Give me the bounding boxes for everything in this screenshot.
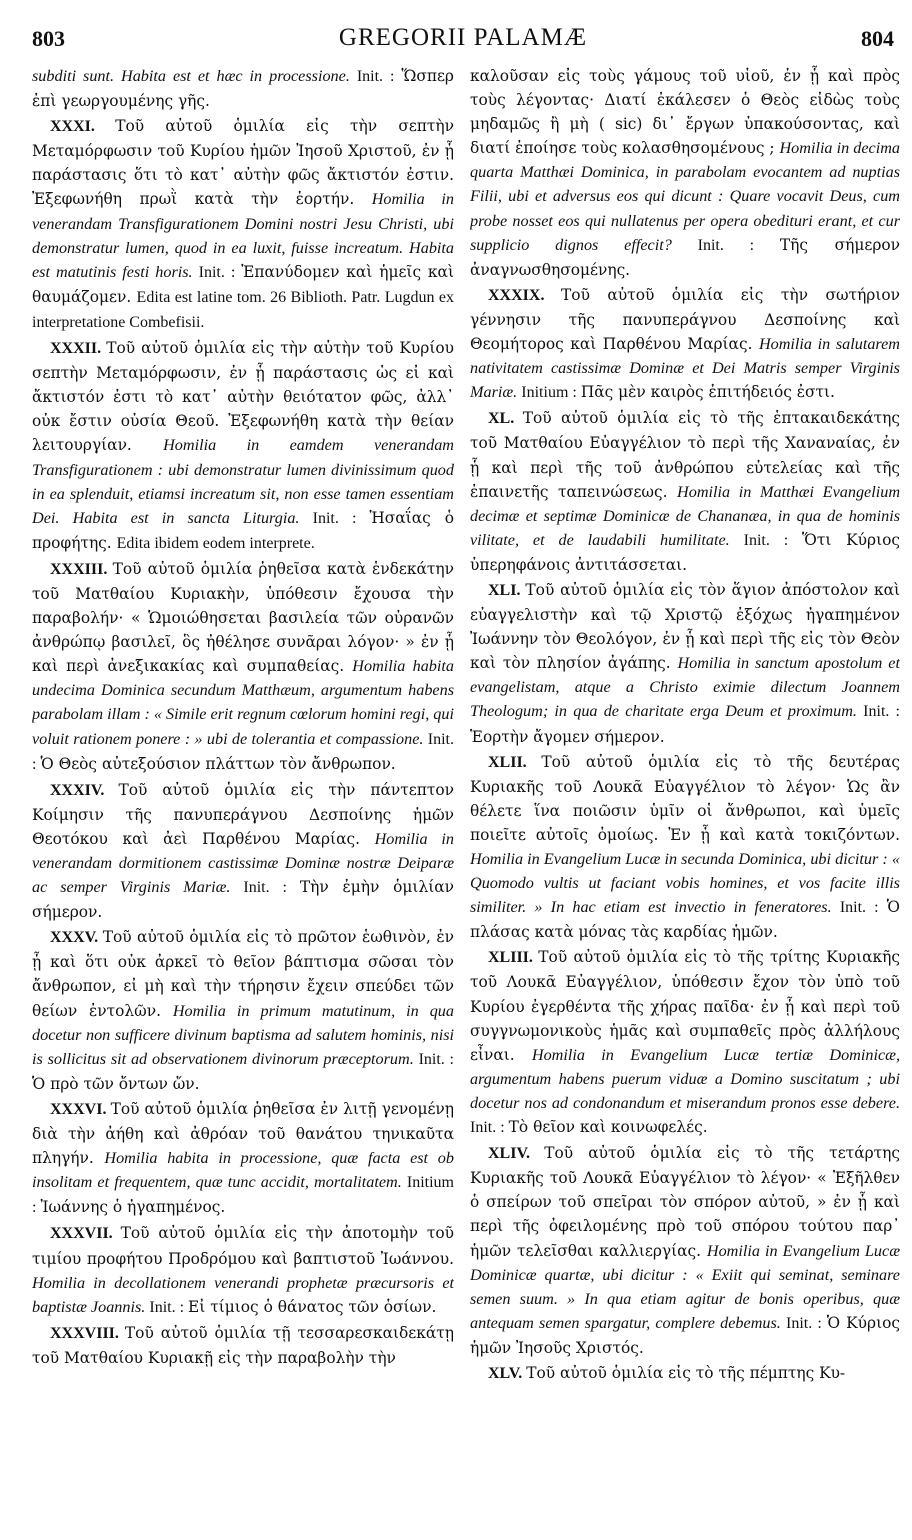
incipit-label: Init. : — [786, 1314, 827, 1332]
incipit-label: Init. : — [839, 899, 887, 917]
running-head-title: GREGORII PALAMÆ — [338, 24, 588, 51]
greek-text: Τοῦ αὐτοῦ ὁμιλία εἰς τὴν σεπτὴν Μεταμόρφωσιν τοῦ Κυρίου ἡμῶν Ἰησοῦ Χριστοῦ, ἐν ᾗ παράστασις ὅτι τὸ κατ᾽ αὐτὴν φῶς ἄκτιστόν ἐστιν. Ἐξεφωνήθη πρωῒ κατὰ τὴν ἑορτήν. — [32, 117, 454, 209]
greek-text: Τῆς σήμερον ἀναγνωσθησομένης. — [470, 235, 900, 279]
catalog-entry — [32, 114, 454, 335]
latin-text: Homilia in decima quarta Matthæi Dominica, in parabolam evocantem ad nuptias Filii, ubi et adversus eos qui dicunt : Quare vocavit Deus, cum probe nosset eos qui nullatenus per opera obedituri erant, et cur supplicio dignos effecit? — [470, 139, 900, 254]
latin-text: Homilia in Evangelium Lucæ Dominicæ quartæ, ubi dicitur : « Exiit qui seminat, seminare semen suum. » In qua etiam agitur de bonis operibus, quæ antequam semen spargatur, complere debemus. — [470, 1241, 900, 1332]
greek-text: Ἑορτὴν ἄγομεν σήμερον. — [470, 727, 665, 746]
greek-text: Τοῦ αὐτοῦ ὁμιλία ῥηθεῖσα κατὰ ἑνδεκάτην τοῦ Ματθαίου Κυριακὴν, ὑπόθεσιν ἔχουσα τὴν παραβολήν· « Ὡμοιώθησεται βασιλεία τῶν οὐρανῶν ἀνθρώπῳ βασιλεῖ, ὃς ἠθέλησε συνᾶραι λόγον· » ἐν ᾗ καὶ περὶ ἀνεξικακίας καὶ συμπαθείας. — [32, 559, 454, 676]
greek-text: Τοῦ αὐτοῦ ὁμιλία εἰς τὴν σωτήριον γέννησιν τῆς πανυπεράγνου Δεσποίνης καὶ Θεομήτορος καὶ Παρθένου Μαρίας. — [470, 285, 900, 354]
entry-number: XXXV. — [50, 929, 103, 947]
catalog-entry — [32, 557, 454, 777]
entry-number: XL. — [488, 410, 523, 428]
entry-number: XXXVIII. — [50, 1324, 125, 1342]
left-page-number: 803 — [32, 26, 65, 51]
incipit-label: Edita est latine tom. 26 Biblioth. Patr. Lugdun ex interpretatione Combefisii. — [32, 288, 454, 331]
entry-number: XLI. — [488, 581, 526, 599]
incipit-label: Init. : — [356, 68, 402, 85]
greek-text: Τοῦ αὐτοῦ ὁμιλία εἰς τὸ τῆς πέμπτης Κυ- — [526, 1363, 846, 1382]
incipit-label: Init. : — [863, 703, 900, 721]
entry-number: XXXVII. — [50, 1225, 121, 1243]
entry-number: XLIV. — [488, 1145, 545, 1163]
greek-text: Τοῦ αὐτοῦ ὁμιλία εἰς τὴν ἀποτομὴν τοῦ τιμίου προφήτου Προδρόμου καὶ βαπτιστοῦ Ἰωάννου. — [32, 1224, 454, 1268]
catalog-entry — [470, 1361, 900, 1386]
latin-text: Homilia in eamdem venerandam Transfigurationem : ubi demonstratur lumen divinissimum quod in ea splenduit, etiamsi increatum sit, non esse tamen essentiam Dei. Habita est in sancta Liturgia. — [32, 436, 454, 527]
incipit-label: Initium : — [32, 1174, 454, 1217]
incipit-label: Initium : — [521, 384, 581, 402]
latin-text: Homilia in primum matutinum, in qua docetur non sufficere divinum baptisma ad salutem hominis, nisi is sollicitus sit ad observationem divinorum præceptorum. — [32, 1001, 454, 1068]
catalog-entry — [32, 925, 454, 1096]
latin-text: subditi sunt. Habita est et hæc in processione. — [32, 67, 357, 85]
catalog-entry — [470, 64, 900, 282]
greek-text: Τοῦ αὐτοῦ ὁμιλία εἰς τὴν αὐτὴν τοῦ Κυρίου σεπτὴν Μεταμόρφωσιν, ἐν ᾗ παράστασις ὡς εἰ καὶ ἄκτιστόν ἐστι τὸ κατ᾽ αὐτὴν θειότατον φῶς, ἀλλ᾽ οὐκ ἔστιν οὐσία Θεοῦ. Ἐξεφωνήθη κατὰ τὴν θείαν λειτουργίαν. — [32, 339, 454, 455]
catalog-entry — [32, 1321, 454, 1370]
latin-text: Homilia in Matthæi Evangelium decimæ et septimæ Dominicæ de Chananæa, in qua de hominis vilitate, et de laudabili humilitate. — [470, 482, 900, 549]
incipit-label: Init. : — [470, 1119, 509, 1137]
entry-number: XXXIII. — [50, 560, 113, 578]
running-header — [32, 22, 894, 56]
entry-number: XLIII. — [488, 949, 539, 967]
greek-text: Τοῦ αὐτοῦ ὁμιλία εἰς τὸ τῆς δευτέρας Κυριακῆς τοῦ Λουκᾶ Εὐαγγέλιον τὸ λέγον· Ὡς ἂν θέλετε ἵνα ποιῶσιν ὑμῖν οἱ ἄνθρωποι, καὶ ὑμεῖς ποιεῖτε αὐτοῖς ὁμοίως. Ἐν ᾗ καὶ κατὰ τοκιζόντων. — [470, 752, 900, 844]
entry-number: XXXI. — [50, 118, 116, 136]
greek-text: Εἰ τίμιος ὁ θάνατος τῶν ὁσίων. — [188, 1297, 437, 1316]
right-page-number: 804 — [861, 26, 894, 51]
greek-text: Τοῦ αὐτοῦ ὁμιλία εἰς τὸ τῆς τρίτης Κυριακῆς τοῦ Λουκᾶ Εὐαγγέλιον, ὑπόθεσιν ἔχον τὸν ὑπὸ τοῦ Κυρίου ἐγερθέντα τῆς χήρας παῖδα· ἐν ᾗ καὶ περὶ τοῦ συγγνωμονικοὺς ἡμᾶς καὶ συμπαθεῖς πρὸς ἀλλήλους εἶναι. — [470, 948, 900, 1064]
greek-text: Ὁ Θεὸς αὐτεξούσιον πλάττων τὸν ἄνθρωπον. — [40, 754, 396, 773]
greek-text: Ἡσαΐας ὁ προφήτης. — [32, 508, 454, 552]
catalog-entry — [32, 336, 454, 556]
greek-text: Πᾶς μὲν καιρὸς ἐπιτήδειός ἐστι. — [580, 383, 835, 402]
greek-text: Ἐπανύδομεν καὶ ἡμεῖς καὶ θαυμάζομεν. — [32, 262, 454, 306]
greek-text: Ὁ Κύριος ἡμῶν Ἰησοῦς Χριστός. — [470, 1313, 900, 1357]
latin-text: Homilia in venerandam dormitionem castissimæ Dominæ nostræ Deiparæ ac semper Virginis Mariæ. — [32, 829, 454, 897]
incipit-label: Init. : — [198, 263, 242, 281]
entry-number: XXXIV. — [50, 781, 119, 799]
incipit-label: Init. : — [418, 1050, 454, 1068]
catalog-entry — [470, 406, 900, 577]
greek-text: Τὸ θεῖον καὶ κοινωφελές. — [508, 1118, 708, 1137]
catalog-entry — [32, 1221, 454, 1319]
greek-text: Τοῦ αὐτοῦ ὁμιλία εἰς τὸ τῆς τετάρτης Κυριακῆς τοῦ Λουκᾶ Εὐαγγέλιον τὸ λέγον· « Ἐξῆλθεν ὁ σπείρων τοῦ σπεῖραι τὸν σπόρον αὐτοῦ, » ἐν ᾗ καὶ περὶ τῆς ὀφειλομένης πρὸ τοῦ σπόρου τούτου παρ᾽ ἡμῶν τελεῖσθαι καλλιεργίας. — [470, 1144, 900, 1260]
greek-text: Ὥσπερ ἐπὶ γεωργουμένης γῆς. — [32, 67, 454, 111]
catalog-entry — [470, 750, 900, 945]
latin-text: Homilia habita in processione, quæ facta est ob insolitam et frequentem, quæ tunc accidit, mortalitatem. — [32, 1149, 454, 1192]
latin-text: Homilia in decollationem venerandi prophetæ præcursoris et baptistæ Joannis. — [32, 1273, 454, 1316]
right-column — [470, 64, 900, 1532]
entry-number: XLII. — [488, 753, 542, 771]
catalog-entry — [32, 1097, 454, 1220]
greek-text: Τοῦ αὐτοῦ ὁμιλία τῇ τεσσαρεσκαιδεκάτῃ τοῦ Ματθαίου Κυριακῇ εἰς τὴν παραβολὴν τὴν — [32, 1323, 454, 1367]
latin-text: Homilia in salutarem nativitatem castissimæ Dominæ et Dei Matris semper Virginis Mariæ. — [470, 335, 900, 402]
greek-text: καλοῦσαν εἰς τοὺς γάμους τοῦ υἱοῦ, ἐν ᾗ καὶ πρὸς τοὺς λέγοντας· Διατί ἐκάλεσεν ὁ Θεὸς εἰδὼς τοὺς μηδαμῶς ἢ μὴ ( sic) δι᾽ ἔργων ὑπακούσοντας, καὶ διατί ἐποίησε τοὺς κολασθησομένους ; — [470, 67, 900, 158]
incipit-label: Init. : — [32, 730, 454, 773]
incipit-label: Edita ibidem eodem interprete. — [116, 534, 315, 552]
incipit-label: Init. : — [243, 879, 300, 897]
greek-text: Τοῦ αὐτοῦ ὁμιλία εἰς τὸ τῆς ἑπτακαιδεκάτης τοῦ Ματθαίου Εὐαγγέλιον τὸ περὶ τῆς Χαναναίας, ἐν ᾗ καὶ περὶ τῆς τοῦ ἀνθρώπου εὐτελείας καὶ τῆς ἐπαινετῆς ταπεινώσεως. — [470, 409, 900, 501]
entry-number: XLV. — [488, 1364, 527, 1382]
latin-text: Homilia in Evangelium Lucæ tertiæ Dominicæ, argumentum habens puerum viduæ a Domino suscitatum ; ubi docetur nos ad condonandum et miserandum pronos esse debere. — [470, 1045, 900, 1112]
catalog-entry — [470, 1141, 900, 1360]
greek-text: Ὁ πλάσας κατὰ μόνας τὰς καρδίας ἡμῶν. — [470, 898, 900, 942]
entry-number: XXXVI. — [50, 1100, 111, 1118]
catalog-entry — [470, 283, 900, 405]
greek-text: Τὴν ἐμὴν ὁμιλίαν σήμερον. — [32, 878, 454, 922]
greek-text: Τοῦ αὐτοῦ ὁμιλία εἰς τὸ πρῶτον ἑωθινὸν, ἐν ᾗ καὶ ὅτι οὐκ ἀρκεῖ τὸ θεῖον βάπτισμα σῶσαι τὸν ἄνθρωπον, εἰ μὴ καὶ τὴν τήρησιν ἔχειν σπεύδει τῶν θείων ἐντολῶν. — [32, 928, 454, 1020]
greek-text: Τοῦ αὐτοῦ ὁμιλία εἰς τὸν ἅγιον ἀπόστολον καὶ εὐαγγελιστὴν καὶ τῷ Χριστῷ ἐξόχως ἠγαπημένον Ἰωάννην τὸν Θεολόγον, ἐν ᾗ καὶ περὶ τῆς εἰς τὸν Θεὸν καὶ τὸν πλησίον ἀγάπης. — [470, 580, 900, 673]
latin-text: Homilia habita undecima Dominica secundum Matthæum, argumentum habens parabolam illam : « Simile erit regnum cœlorum homini regi, qui voluit rationem ponere : » ubi de tolerantia et compassione. — [32, 657, 454, 748]
greek-text: Τοῦ αὐτοῦ ὁμιλία εἰς τὴν πάντεπτον Κοίμησιν τῆς πανυπεράγνου Δεσποίνης ἡμῶν Θεοτόκου καὶ ἀεὶ Παρθένου Μαρίας. — [32, 780, 454, 848]
greek-text: Τοῦ αὐτοῦ ὁμιλία ῥηθεῖσα ἐν λιτῇ γενομένῃ διὰ τὴν ἀήθη καὶ ἀθρόαν τοῦ θανάτου τηνικαῦτα πληγήν. — [32, 1099, 454, 1168]
greek-text: Ἰωάννης ὁ ἠγαπημένος. — [40, 1198, 226, 1217]
catalog-entry — [470, 578, 900, 749]
left-column — [32, 64, 454, 1532]
catalog-entry — [32, 778, 454, 925]
incipit-label: Init. : — [697, 236, 780, 254]
entry-number: XXXIX. — [488, 286, 562, 304]
latin-text: Homilia in venerandam Transfigurationem Domini nostri Jesu Christi, ubi demonstratur lumen, quod in ea luxit, fuisse increatum. Habita est matutinis festi horis. — [32, 190, 454, 281]
catalog-entry — [32, 64, 454, 113]
incipit-label: Init. : — [743, 531, 803, 549]
incipit-label: Init. : — [149, 1298, 189, 1316]
greek-text: Ὁ πρὸ τῶν ὄντων ὤν. — [32, 1074, 200, 1093]
latin-text: Homilia in sanctum apostolum et evangelistam, atque a Christo eximie dilectum Joannem Theologum; in qua de charitate erga Deum et proximum. — [470, 654, 900, 721]
latin-text: Homilia in Evangelium Lucæ in secunda Dominica, ubi dicitur : « Quomodo vultis ut faciant vobis homines, et vos facite illis similiter. » In hac etiam est invectio in feneratores. — [470, 850, 900, 917]
entry-number: XXXII. — [50, 340, 107, 358]
greek-text: Ὅτι Κύριος ὑπερηφάνοις ἀντιτάσσεται. — [470, 530, 900, 574]
catalog-entry — [470, 945, 900, 1140]
incipit-label: Init. : — [312, 509, 370, 527]
